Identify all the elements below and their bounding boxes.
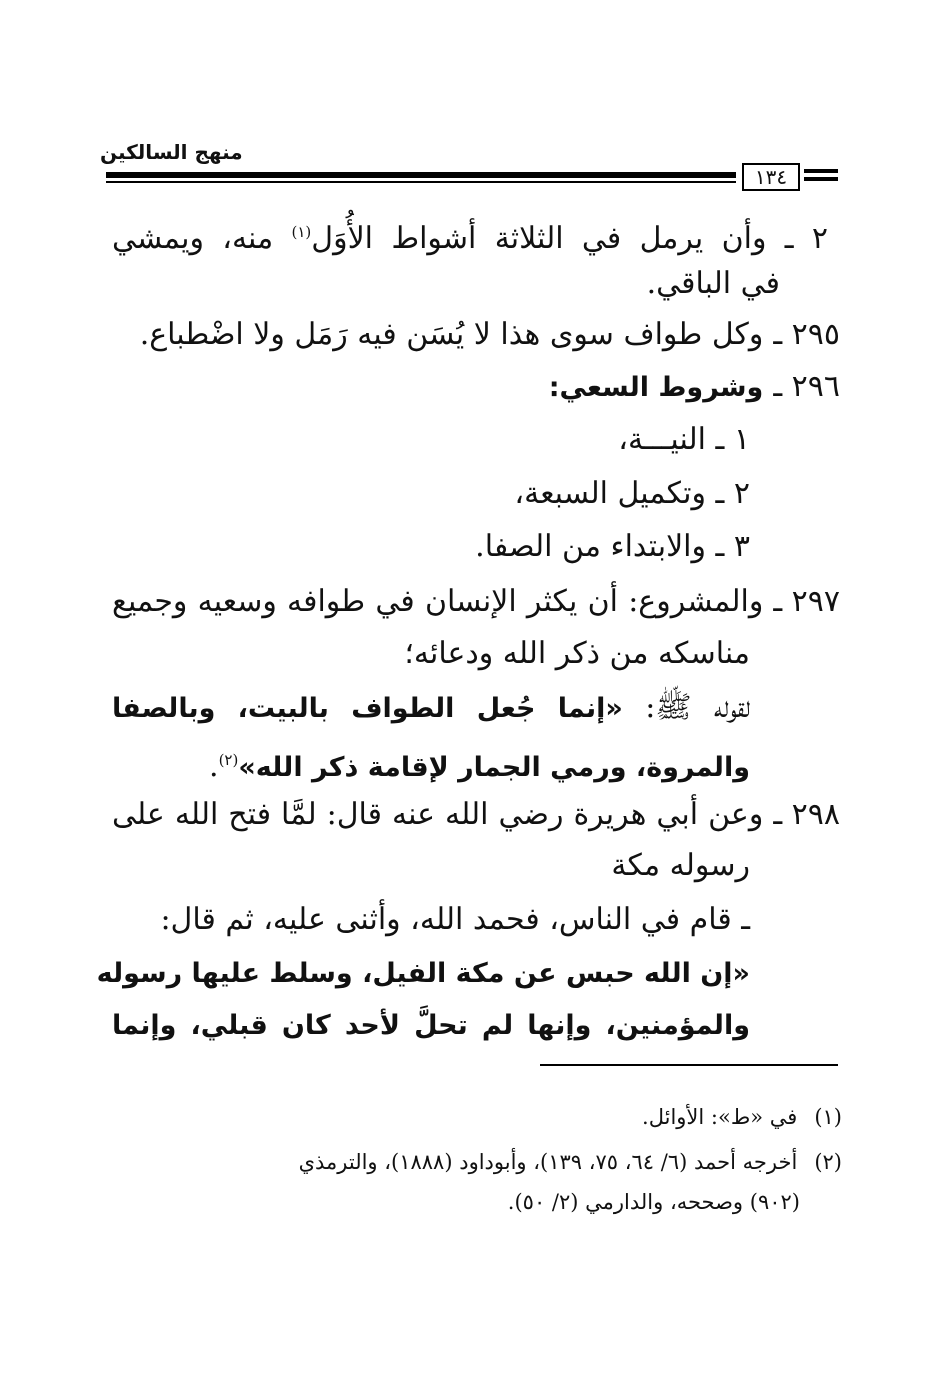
text-line-1: ٢ ـ وأن يرمل في الثلاثة أشواط الأُوَل$^{(١)}$ منه، ويمشي [112, 221, 828, 256]
footnote-ref-1[interactable]: (١) [291, 223, 312, 241]
text-line-14: ـ قام في الناس، فحمد الله، وأثنى عليه، ثم قال: [160, 902, 750, 937]
list-item-3: ٣ ـ والابتداء من الصفا. [475, 529, 750, 564]
header-ornament-top [804, 169, 838, 173]
item-number: ٢٩٧ ـ [773, 584, 840, 619]
list-item-1: ١ ـ النيـــة، [618, 422, 750, 457]
item-298: ٢٩٨ ـوعن أبي هريرة رضي الله عنه قال: لمَّا فتح الله على [112, 795, 840, 835]
item-number: ٢٩٨ ـ [773, 797, 840, 832]
item-number: ٢٩٥ ـ [773, 317, 840, 352]
text-line-10: لقوله ﷺ: «إنما جُعل الطواف بالبيت، وبالصفا [112, 690, 750, 725]
footnote-1: (١) في «ط»: الأوائل. [112, 1102, 842, 1132]
text-line-2: في الباقي. [646, 266, 780, 301]
item-number: ٢٩٦ ـ [773, 369, 840, 404]
footnote-ref-2[interactable]: (٢) [218, 751, 239, 769]
list-item-2: ٢ ـ وتكميل السبعة، [514, 476, 750, 511]
text-line-11: والمروة، ورمي الجمار لإقامة ذكر الله»$^{(٢)}$. [209, 749, 750, 784]
item-295: ٢٩٥ ـوكل طواف سوى هذا لا يُسَن فيه رَمَل ولا اضْطباع. [112, 315, 840, 355]
footnote-2: (٢) أخرجه أحمد (٦/ ٦٤، ٧٥، ١٣٩)، وأبوداود (١٨٨٨)، والترمذي [112, 1147, 842, 1177]
item-296: ٢٩٦ ـوشروط السعي: [112, 367, 840, 408]
footnote-2-continued: (٩٠٢) وصححه، والدارمي (٢/ ٥٠). [507, 1190, 800, 1214]
text-line-13: رسوله مكة [611, 848, 750, 883]
header-rule-thick [106, 172, 736, 178]
running-header-title: منهج السالكين [100, 140, 243, 164]
footnote-separator [540, 1064, 838, 1066]
item-297: ٢٩٧ ـوالمشروع: أن يكثر الإنسان في طوافه وسعيه وجميع [112, 582, 840, 622]
text-line-16: والمؤمنين، وإنها لم تحلَّ لأحد كان قبلي، وإنما [112, 1010, 750, 1041]
footnote-mark: (٢) [814, 1150, 842, 1174]
text-line-15: «إن الله حبس عن مكة الفيل، وسلط عليها رسوله [96, 958, 750, 989]
text-line-9: مناسكه من ذكر الله ودعائه؛ [404, 636, 750, 671]
page-number: ١٣٤ [742, 163, 800, 191]
header-ornament-bottom [804, 177, 838, 181]
footnote-mark: (١) [814, 1105, 842, 1129]
header-rule-thin [106, 181, 736, 183]
